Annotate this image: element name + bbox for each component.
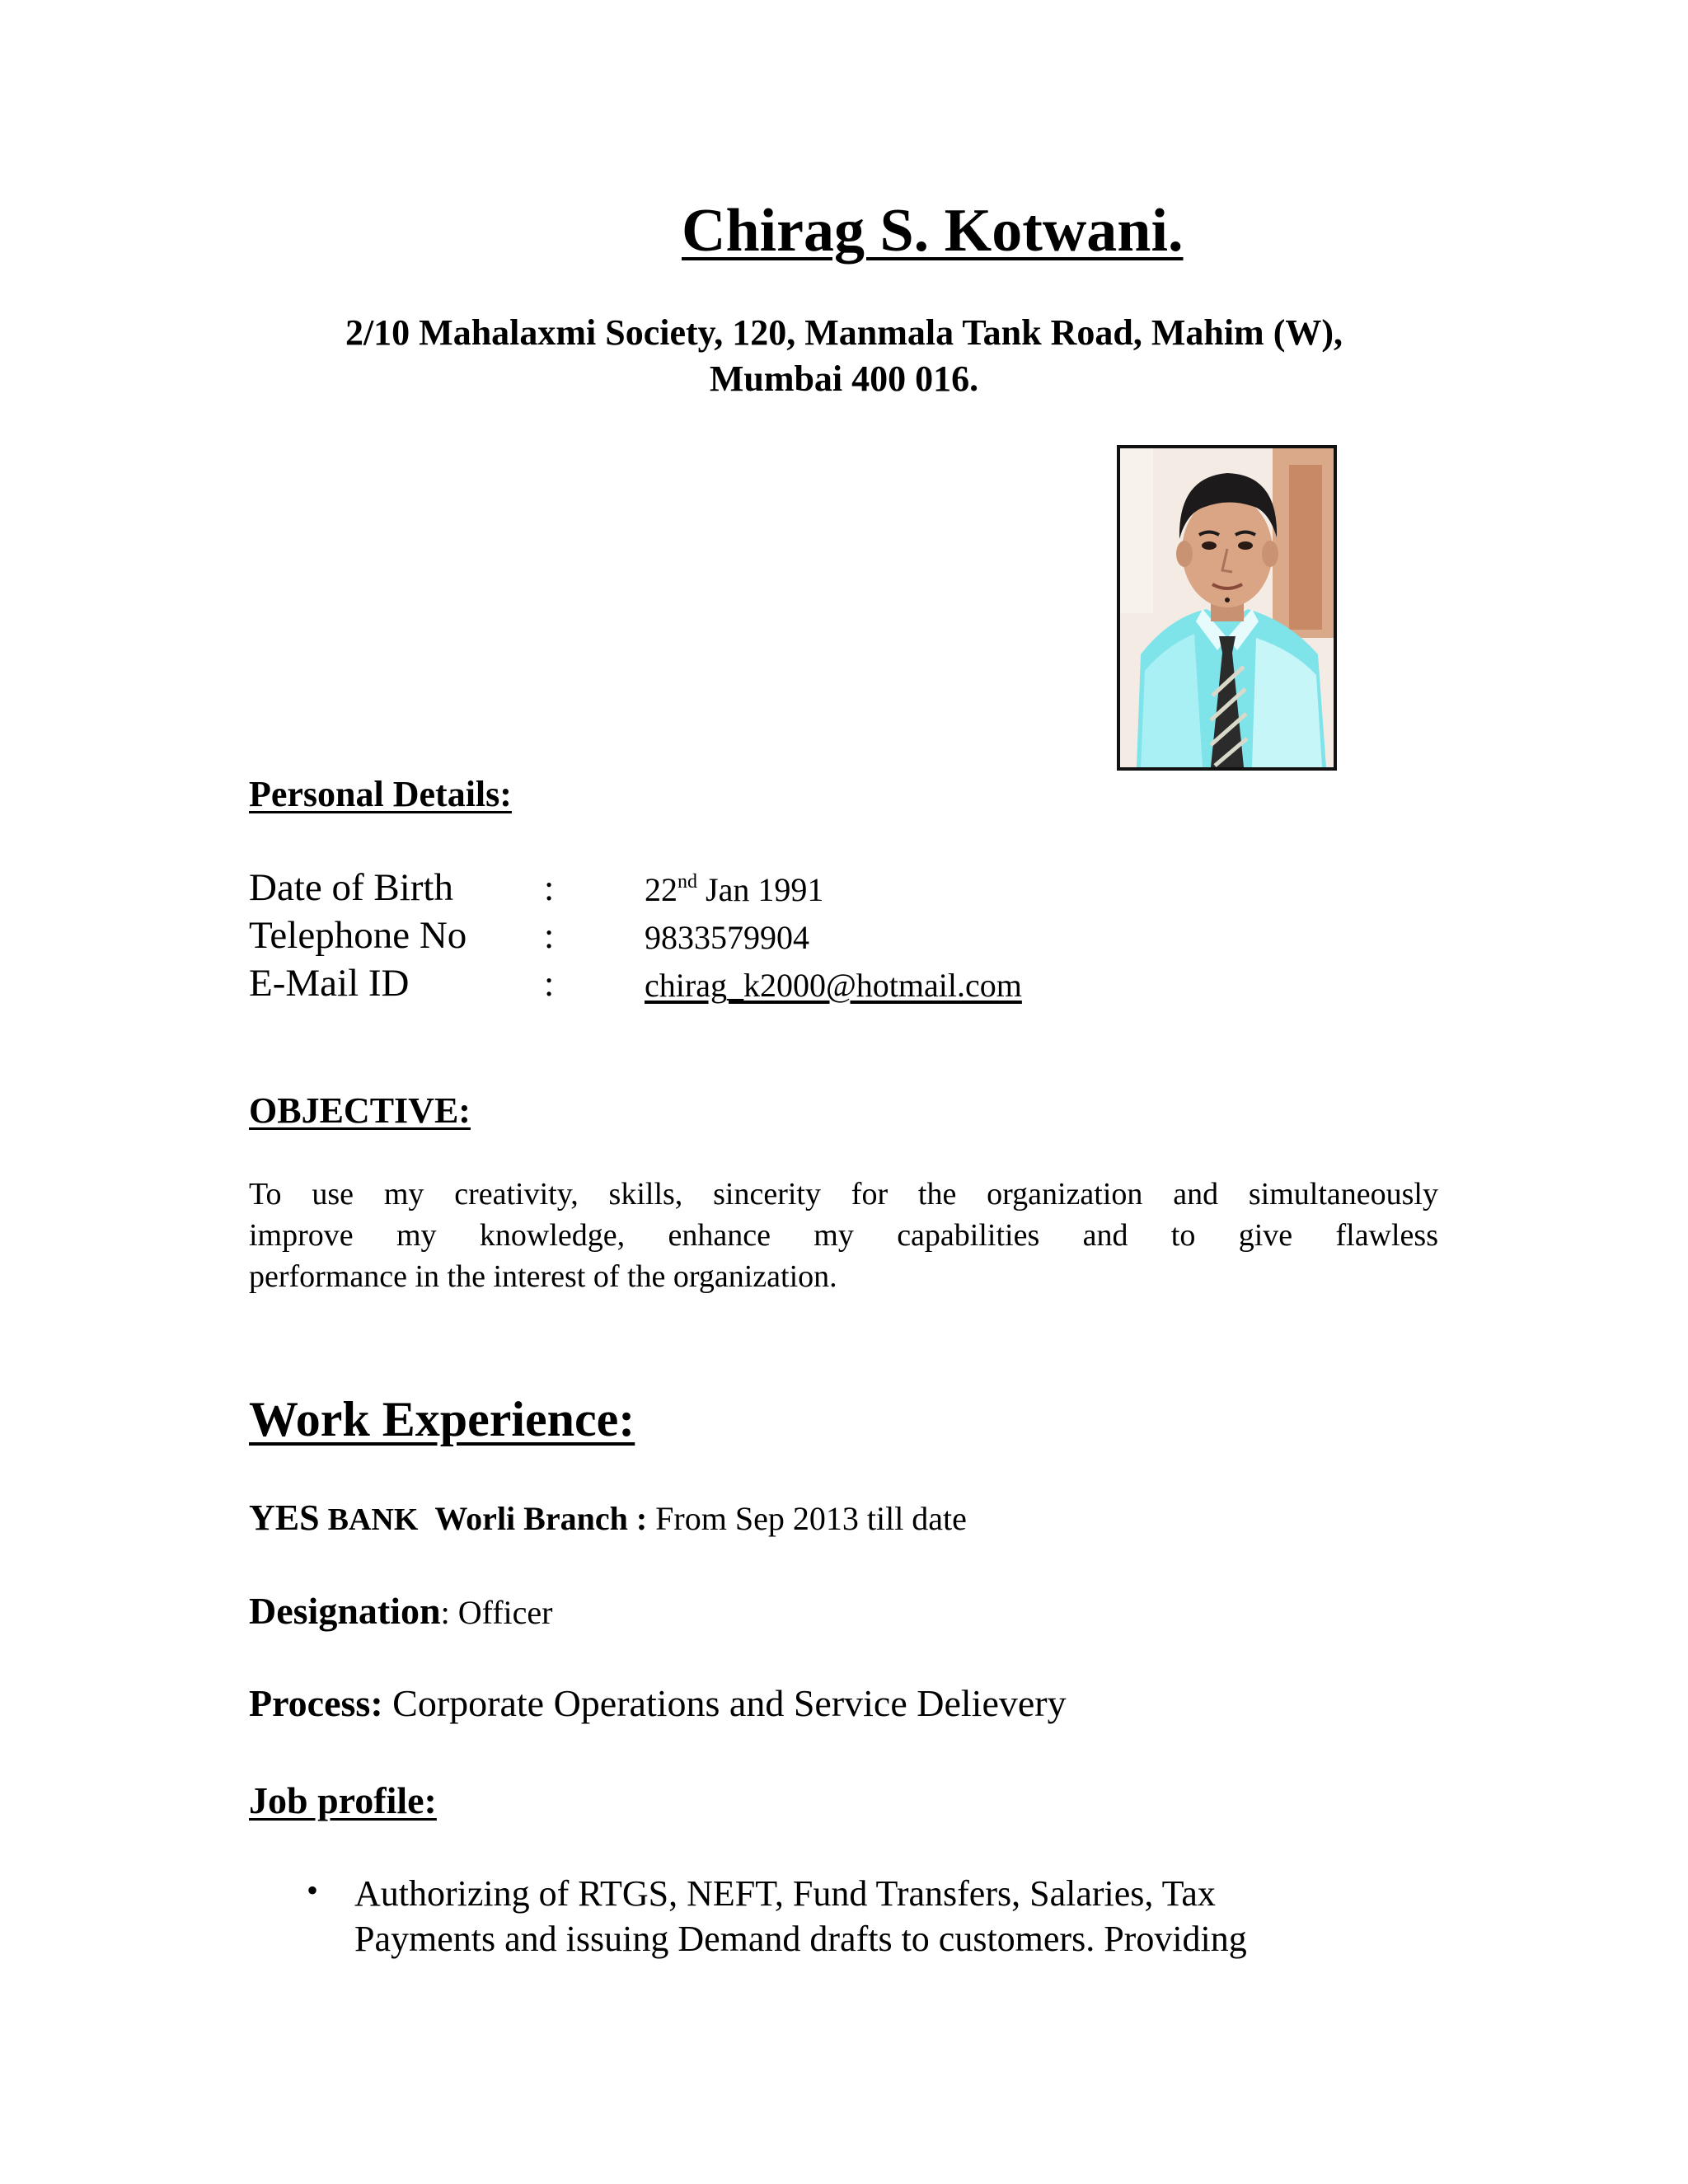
job-profile-heading: Job profile:: [249, 1779, 437, 1821]
company-bank: BANK: [327, 1502, 419, 1537]
dob-day: 22: [645, 871, 678, 908]
designation-value: : Officer: [440, 1594, 553, 1631]
job-profile-item-line-1: Authorizing of RTGS, NEFT, Fund Transfers, Salaries, Tax: [354, 1873, 1216, 1914]
objective-text: [249, 1174, 1438, 1297]
telephone-colon: :: [544, 916, 555, 956]
bullet-icon: •: [307, 1872, 319, 1909]
job-profile-item: [354, 1871, 1247, 1961]
email-link[interactable]: chirag_k2000@hotmail.com: [645, 967, 1022, 1004]
objective-line-1: To use my creativity, skills, sincerity for the organization and simultaneously: [249, 1177, 1438, 1212]
personal-details-heading: Personal Details:: [249, 774, 512, 814]
company-yes: YES: [249, 1497, 320, 1538]
company-line: [249, 1497, 967, 1539]
address-line-1: 2/10 Mahalaxmi Society, 120, Manmala Tank Road, Mahim (W),: [345, 312, 1343, 353]
work-experience-heading: Work Experience:: [249, 1392, 635, 1446]
candidate-name: Chirag S. Kotwani.: [682, 197, 1184, 265]
profile-photo: [1117, 445, 1337, 771]
objective-heading: OBJECTIVE:: [249, 1090, 471, 1131]
company-branch: Worli Branch :: [434, 1500, 648, 1537]
telephone-value: 9833579904: [645, 919, 809, 956]
objective-line-3: performance in the interest of the organization.: [249, 1259, 837, 1294]
email-colon: :: [544, 963, 555, 1004]
job-profile-item-line-2: Payments and issuing Demand drafts to customers. Providing: [354, 1919, 1247, 1959]
designation-line: [249, 1589, 552, 1633]
dob-suffix: nd: [678, 871, 697, 893]
telephone-label: Telephone No: [249, 914, 467, 957]
dob-colon: :: [544, 868, 555, 908]
dob-label: Date of Birth: [249, 866, 453, 909]
dob-month-year: Jan 1991: [697, 871, 824, 908]
dob-value: [645, 870, 823, 909]
designation-label: Designation: [249, 1590, 441, 1632]
address-line-2: Mumbai 400 016.: [709, 359, 979, 399]
process-value: Corporate Operations and Service Delievery: [382, 1682, 1067, 1724]
objective-line-2: improve my knowledge, enhance my capabilities and to give flawless: [249, 1218, 1438, 1253]
process-line: [249, 1681, 1067, 1725]
process-label: Process:: [249, 1682, 383, 1724]
company-period: From Sep 2013 till date: [647, 1500, 967, 1537]
email-label: E-Mail ID: [249, 962, 410, 1005]
